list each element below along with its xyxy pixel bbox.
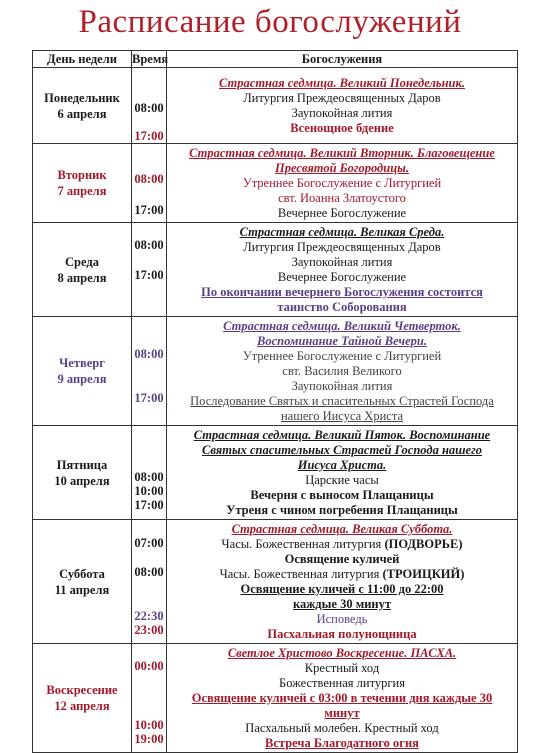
service-line: Святых спасительных Страстей Господа нашего <box>202 443 482 457</box>
service-line: По окончании вечернего Богослужения состоится <box>201 285 483 299</box>
service-line: Царские часы <box>305 473 379 487</box>
service-line: Встреча Благодатного огня <box>265 736 419 750</box>
service-line: Заупокойная лития <box>291 379 393 393</box>
service-line: нашего Иисуса Христа <box>280 409 403 423</box>
service-line: Пасхальная полунощница <box>267 627 417 641</box>
services-cell <box>167 644 518 753</box>
time-cell <box>132 223 167 317</box>
service-line: Вечерня с выносом Плащаницы <box>250 488 434 502</box>
location-label: (ПОДВОРЬЕ) <box>384 537 463 551</box>
service-text: Часы. Божественная литургия <box>221 537 385 551</box>
service-line: Пресвятой Богородицы. <box>275 161 409 175</box>
table-row <box>33 644 518 753</box>
day-cell <box>33 144 132 223</box>
time-value: 00:00 <box>134 659 164 673</box>
time-value: 17:00 <box>134 203 164 217</box>
schedule-table <box>32 50 518 753</box>
service-line: Освящение куличей с 11:00 до 22:00 <box>240 582 444 596</box>
day-date: 9 апреля <box>57 372 107 386</box>
service-line <box>169 537 515 552</box>
table-row <box>33 520 518 644</box>
service-line: Крестный ход <box>304 661 380 675</box>
table-row <box>33 223 518 317</box>
service-line: Страстная седмица. Великий Понедельник. <box>219 76 465 90</box>
day-name: Вторник <box>57 168 107 182</box>
service-line: Всенощное бдение <box>290 121 394 135</box>
service-line: Вечернее Богослужение <box>277 206 407 220</box>
services-cell <box>167 68 518 144</box>
service-line: таинство Соборования <box>277 300 407 314</box>
service-line: Утреннее Богослужение с Литургией <box>242 349 442 363</box>
time-value: 08:00 <box>134 470 164 484</box>
services-cell <box>167 144 518 223</box>
service-line: Исповедь <box>316 612 368 626</box>
service-line: Вечернее Богослужение <box>277 270 407 284</box>
time-value: 17:00 <box>134 498 164 512</box>
table-row <box>33 68 518 144</box>
table-row <box>33 317 518 426</box>
service-line: Заупокойная лития <box>291 106 393 120</box>
service-line: Утреннее Богослужение с Литургией <box>242 176 442 190</box>
day-date: 11 апреля <box>54 582 110 597</box>
time-cell <box>132 68 167 144</box>
day-name: Воскресение <box>46 683 118 697</box>
header-time: Время <box>132 51 169 66</box>
time-value: 08:00 <box>134 347 164 361</box>
time-cell <box>132 520 167 644</box>
day-cell <box>33 223 132 317</box>
day-name: Среда <box>65 254 99 269</box>
table-row <box>33 144 518 223</box>
day-date: 12 апреля <box>54 699 110 713</box>
service-line: Освящение куличей с 03:00 в течении дня каждые 30 <box>191 691 493 705</box>
table-row <box>33 426 518 520</box>
time-value: 22:30 <box>134 609 164 623</box>
header-day: День недели <box>33 51 132 68</box>
day-cell <box>33 520 132 644</box>
day-name: Пятница <box>56 457 108 472</box>
service-line: Утреня с чином погребения Плащаницы <box>226 503 458 517</box>
service-line <box>169 567 515 582</box>
day-cell <box>33 68 132 144</box>
service-line: Страстная седмица. Великая Суббота. <box>231 522 453 536</box>
service-line: Страстная седмица. Великий Пяток. Воспоминание <box>193 428 491 442</box>
service-line: Воспоминание Тайной Вечери. <box>257 334 427 348</box>
services-cell <box>167 520 518 644</box>
header-services: Богослужения <box>167 51 518 68</box>
time-value: 23:00 <box>134 623 164 637</box>
service-line: Освящение куличей <box>284 552 400 566</box>
service-line: Пасхальный молебен. Крестный ход <box>245 721 439 735</box>
time-cell <box>132 426 167 520</box>
service-line: Страстная седмица. Великая Среда. <box>239 225 445 239</box>
time-value: 19:00 <box>134 732 164 746</box>
services-cell <box>167 223 518 317</box>
day-cell <box>33 644 132 753</box>
page-title: Расписание богослужений <box>78 4 462 40</box>
day-cell <box>33 317 132 426</box>
time-value: 07:00 <box>134 536 164 550</box>
time-cell <box>132 317 167 426</box>
time-value: 17:00 <box>134 391 164 405</box>
time-value: 08:00 <box>134 172 164 186</box>
service-line: свт. Василия Великого <box>282 364 402 378</box>
time-value: 10:00 <box>134 484 164 498</box>
day-date: 10 апреля <box>54 473 110 488</box>
day-date: 6 апреля <box>57 106 107 121</box>
day-name: Четверг <box>59 356 105 370</box>
table-header-row <box>33 51 518 68</box>
day-cell <box>33 426 132 520</box>
day-date: 7 апреля <box>57 184 107 198</box>
service-line: свт. Иоанна Златоустого <box>278 191 406 205</box>
service-line: минут <box>324 706 360 720</box>
time-value: 17:00 <box>134 129 164 143</box>
time-value: 08:00 <box>134 238 164 252</box>
time-cell <box>132 644 167 753</box>
service-line: каждые 30 минут <box>292 597 392 611</box>
service-line: Иисуса Христа. <box>297 458 387 472</box>
day-name: Суббота <box>59 566 105 581</box>
service-line: Светлое Христово Воскресение. ПАСХА. <box>227 646 457 660</box>
day-date: 8 апреля <box>57 270 107 285</box>
service-line: Страстная седмица. Великий Вторник. Благовещение <box>189 146 495 160</box>
service-line: Страстная седмица. Великий Четверток. <box>223 319 461 333</box>
service-line: Литургия Преждеосвященных Даров <box>243 240 441 254</box>
time-value: 08:00 <box>134 101 164 115</box>
services-cell <box>167 426 518 520</box>
time-value: 17:00 <box>134 268 164 282</box>
services-cell <box>167 317 518 426</box>
time-cell <box>132 144 167 223</box>
service-text: Часы. Божественная литургия <box>219 567 383 581</box>
location-label: (ТРОИЦКИЙ) <box>382 567 465 581</box>
service-line: Божественная литургия <box>279 676 405 690</box>
time-value: 10:00 <box>134 718 164 732</box>
time-value: 08:00 <box>134 565 164 579</box>
service-line: Последование Святых и спасительных Страстей Господа <box>190 394 494 408</box>
day-name: Понедельник <box>44 90 120 105</box>
service-line: Литургия Преждеосвященных Даров <box>243 91 441 105</box>
service-line: Заупокойная лития <box>291 255 393 269</box>
